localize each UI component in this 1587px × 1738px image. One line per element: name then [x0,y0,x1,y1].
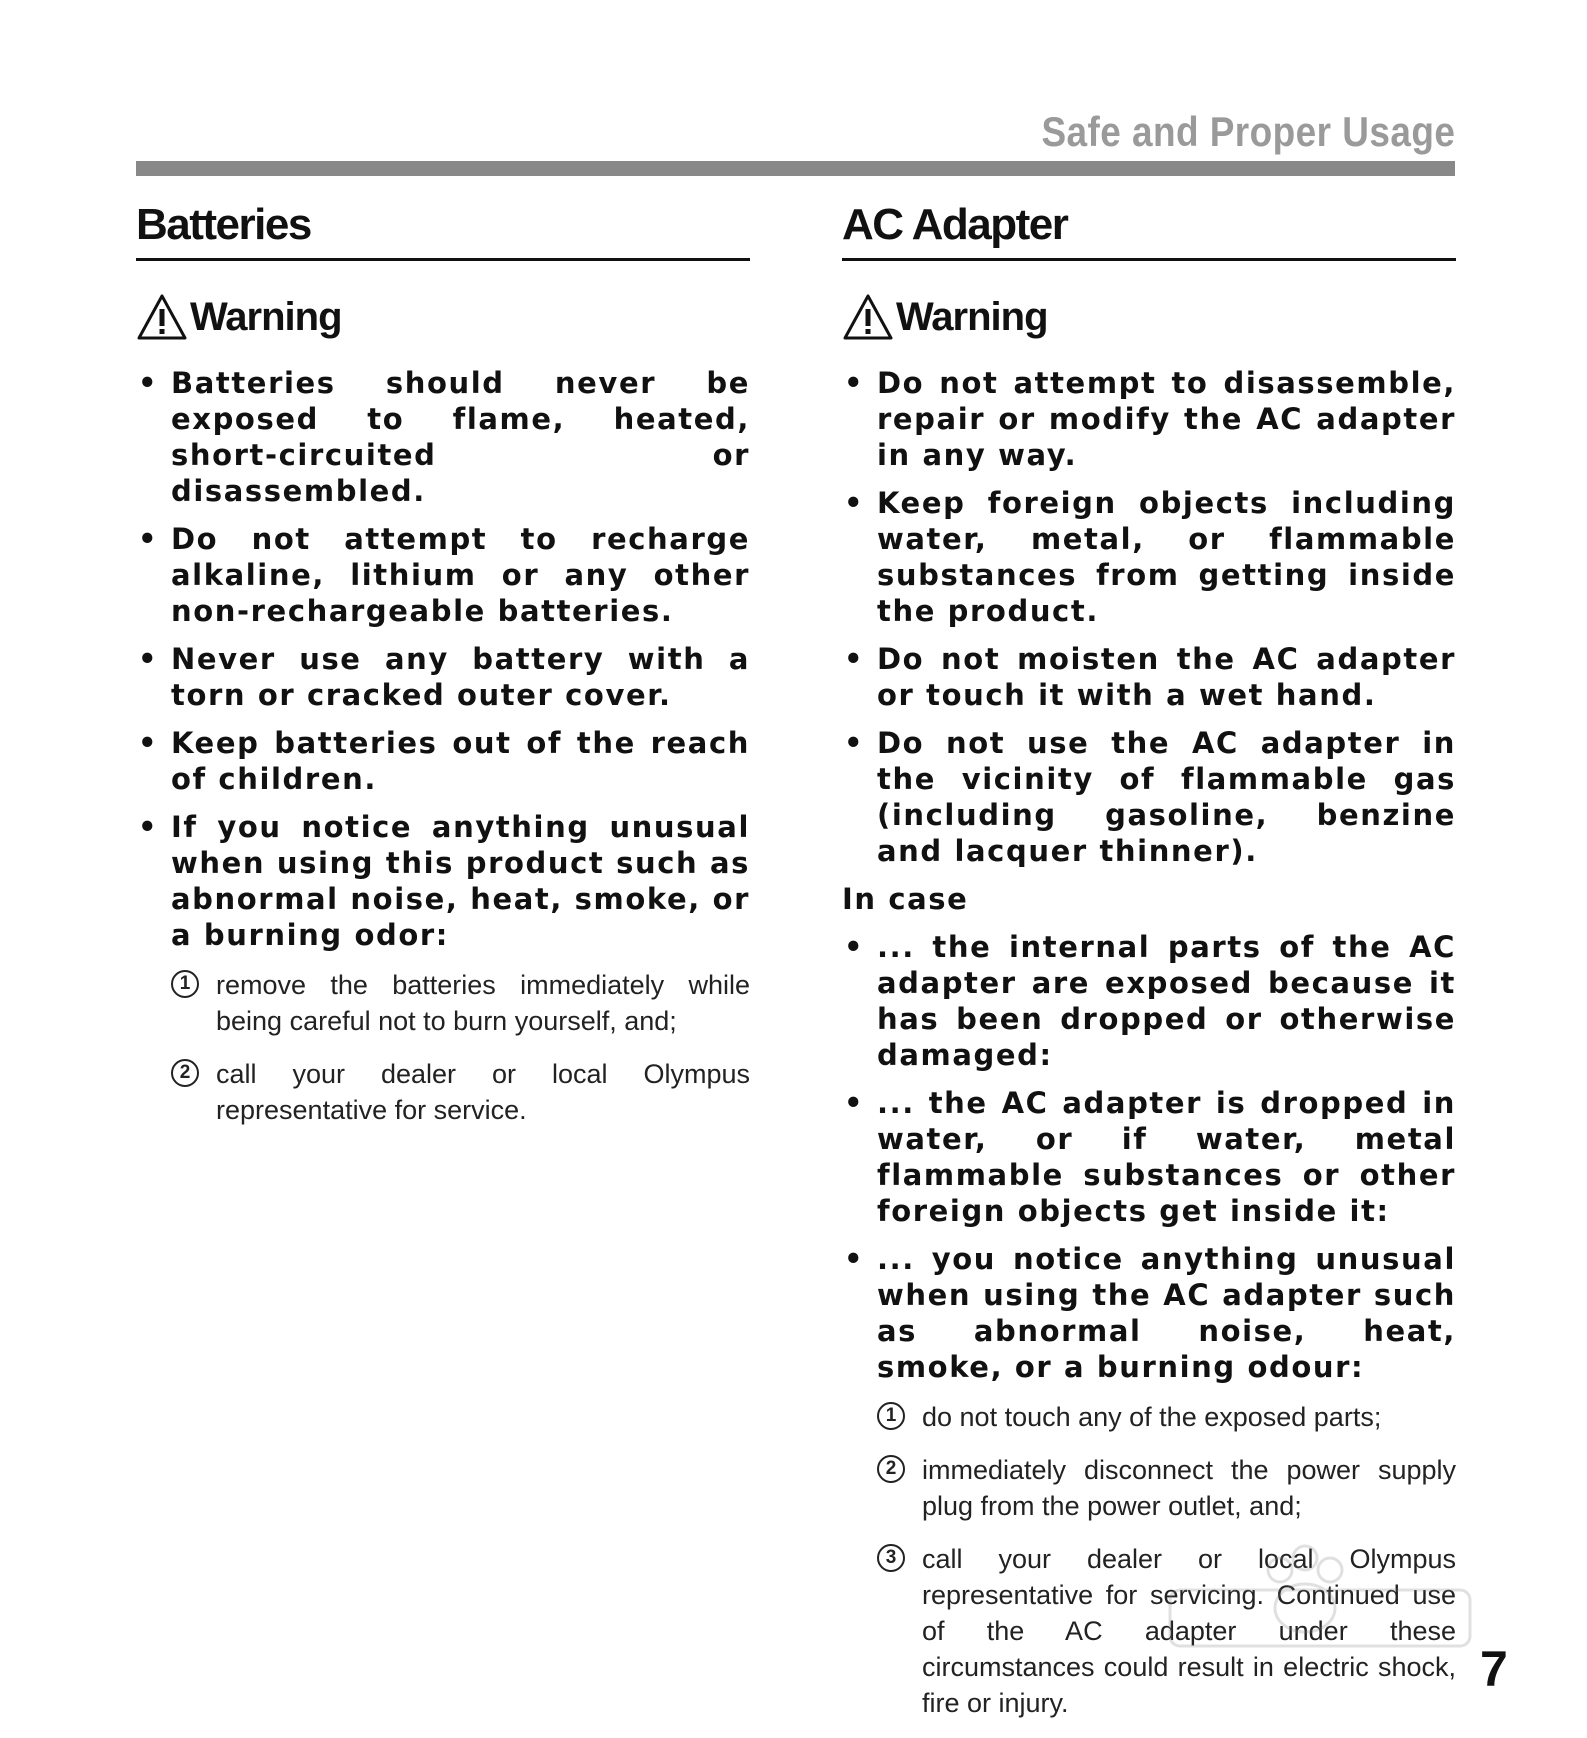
step-item: 2 immediately disconnect the power supply plug from the power outlet, and; [877,1452,1456,1524]
circled-number-icon: 3 [877,1544,905,1572]
bullet-icon: • [138,522,159,556]
ac-adapter-title: AC Adapter [842,196,1456,261]
page-number: 7 [1480,1641,1508,1697]
list-item: • Do not attempt to disassemble, repair or modify the AC adapter in any way. [844,366,1456,472]
step-item: 1 do not touch any of the exposed parts; [877,1399,1456,1435]
batteries-column [136,196,750,1145]
list-item: • ... the internal parts of the AC adapter are exposed because it has been dropped or otherwise damaged: [844,930,1456,1072]
circled-number-icon: 2 [171,1059,199,1087]
list-item: • Keep batteries out of the reach of children. [138,726,750,796]
list-item: • Keep foreign objects including water, metal, or flammable substances from getting inside the product. [844,486,1456,628]
bullet-icon: • [844,1086,865,1120]
bullet-icon: • [844,366,865,400]
batteries-step-list [171,967,750,1128]
ac-adapter-step-list [877,1399,1456,1721]
list-item: • Do not attempt to recharge alkaline, lithium or any other non-rechargeable batteries. [138,522,750,628]
section-header-title: Safe and Proper Usage [1041,108,1455,155]
bullet-icon: • [138,726,159,760]
step-item: 3 call your dealer or local Olympus representative for servicing. Continued use of the AC adapter under these circumstances could result in electric shock, fire or injury. [877,1541,1456,1721]
list-item: • Batteries should never be exposed to flame, heated, short-circuited or disassembled. [138,366,750,508]
warning-triangle-icon [842,293,894,341]
bullet-icon: • [844,1242,865,1276]
circled-number-icon: 2 [877,1455,905,1483]
bullet-icon: • [138,642,159,676]
batteries-warning-heading [136,291,750,343]
list-item: • ... you notice anything unusual when using the AC adapter such as abnormal noise, heat, smoke, or a burning odour: [844,1242,1456,1384]
bullet-icon: • [138,810,159,844]
batteries-warning-list [136,365,750,953]
circled-number-icon: 1 [171,970,199,998]
batteries-title: Batteries [136,196,750,261]
ac-adapter-column [842,196,1456,1738]
circled-number-icon: 1 [877,1402,905,1430]
bullet-icon: • [844,726,865,760]
warning-triangle-icon [136,293,188,341]
list-item: • If you notice anything unusual when using this product such as abnormal noise, heat, smoke, or a burning odor: [138,810,750,952]
bullet-icon: • [844,930,865,964]
list-item: • ... the AC adapter is dropped in water, or if water, metal flammable substances or other foreign objects get inside it: [844,1086,1456,1228]
step-item: 1 remove the batteries immediately while being careful not to burn yourself, and; [171,967,750,1039]
ac-adapter-warning-label: Warning [896,294,1048,339]
list-item: • Do not moisten the AC adapter or touch it with a wet hand. [844,642,1456,712]
bullet-icon: • [844,486,865,520]
header-rule [136,161,1455,176]
list-item: • Do not use the AC adapter in the vicinity of flammable gas (including gasoline, benzine and lacquer thinner). [844,726,1456,868]
in-case-heading: In case [842,882,969,916]
ac-adapter-case-list [842,929,1456,1385]
list-item: • Never use any battery with a torn or cracked outer cover. [138,642,750,712]
ac-adapter-warning-list [842,365,1456,869]
bullet-icon: • [844,642,865,676]
batteries-warning-label: Warning [190,294,342,339]
step-item: 2 call your dealer or local Olympus representative for service. [171,1056,750,1128]
bullet-icon: • [138,366,159,400]
ac-adapter-warning-heading [842,291,1456,343]
